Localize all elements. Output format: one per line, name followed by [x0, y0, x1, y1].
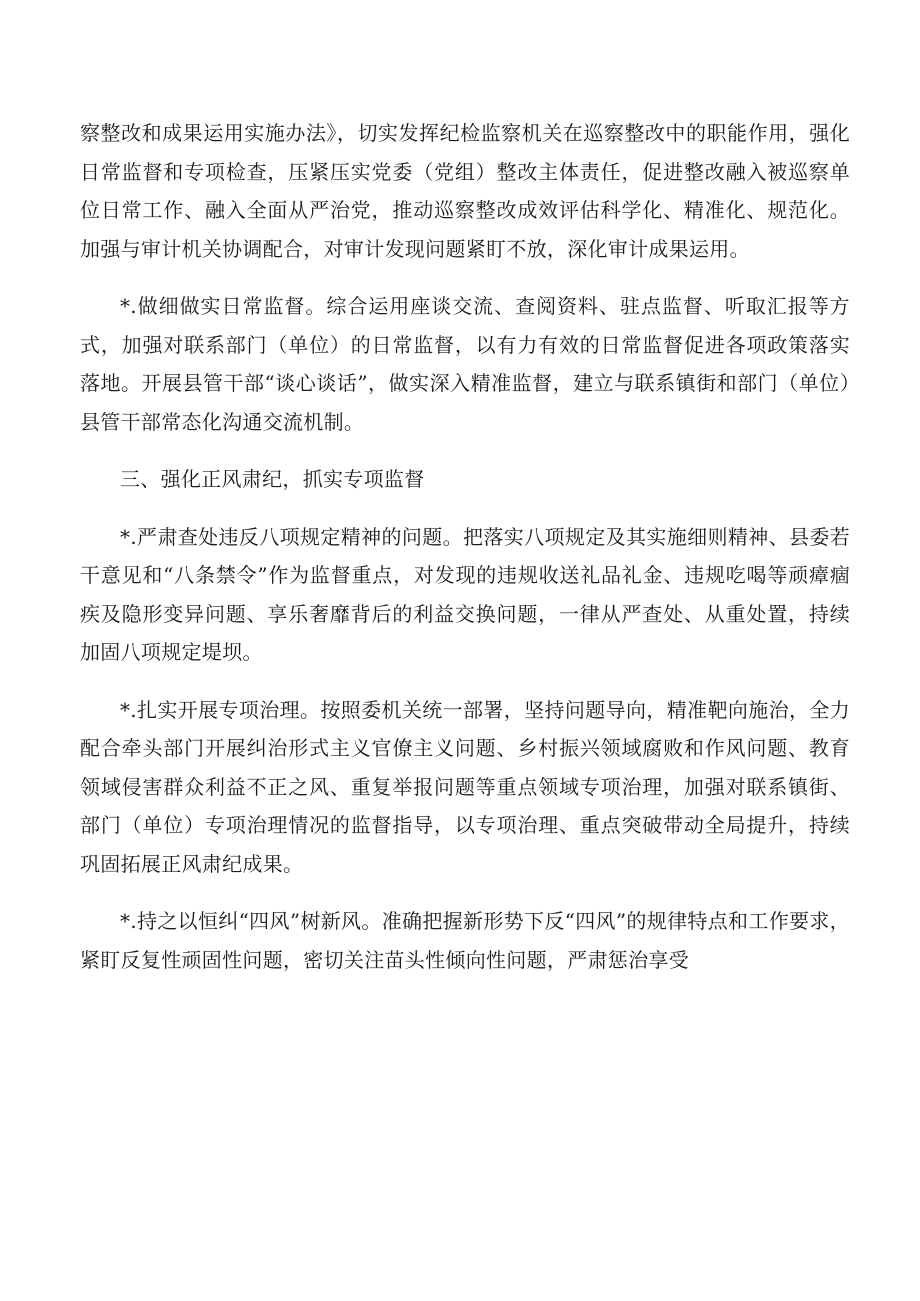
- section-heading-three: 三、强化正风肃纪，抓实专项监督: [120, 467, 425, 491]
- paragraph-special-governance: *.扎实开展专项治理。按照委机关统一部署，坚持问题导向，精准靶向施治，全力配合牵头部门开展纠治形式主义官僚主义问题、乡村振兴领域腐败和作风问题、教育领域侵害群众利益不正之风、重复举报问题等重点领域专项治理，加强对联系镇街、部门（单位）专项治理情况的监督指导，以专项治理、重点突破带动全局提升，持续巩固拓展正风肃纪成果。: [80, 697, 850, 876]
- paragraph-four-styles: *.持之以恒纠“四风”树新风。准确把握新形势下反“四风”的规律特点和工作要求，紧盯反复性顽固性问题，密切关注苗头性倾向性问题，严肃惩治享受: [80, 909, 850, 972]
- paragraph-daily-supervision: *.做细做实日常监督。综合运用座谈交流、查阅资料、驻点监督、听取汇报等方式，加强对联系部门（单位）的日常监督，以有力有效的日常监督促进各项政策落实落地。开展县管干部“谈心谈话”，做实深入精准监督，建立与联系镇街和部门（单位）县管干部常态化沟通交流机制。: [80, 294, 850, 434]
- paragraph-rectification-continuation: 察整改和成果运用实施办法》，切实发挥纪检监察机关在巡察整改中的职能作用，强化日常监督和专项检查，压紧压实党委（党组）整改主体责任，促进整改融入被巡察单位日常工作、融入全面从严治党，推动巡察整改成效评估科学化、精准化、规范化。加强与审计机关协调配合，对审计发现问题紧盯不放，深化审计成果运用。: [80, 121, 850, 261]
- paragraph-eight-rules: *.严肃查处违反八项规定精神的问题。把落实八项规定及其实施细则精神、县委若干意见和“八条禁令”作为监督重点，对发现的违规收送礼品礼金、违规吃喝等顽瘴痼疾及隐形变异问题、享乐奢靡背后的利益交换问题，一律从严查处、从重处置，持续加固八项规定堤坝。: [80, 524, 850, 664]
- document-page: [80, 114, 850, 979]
